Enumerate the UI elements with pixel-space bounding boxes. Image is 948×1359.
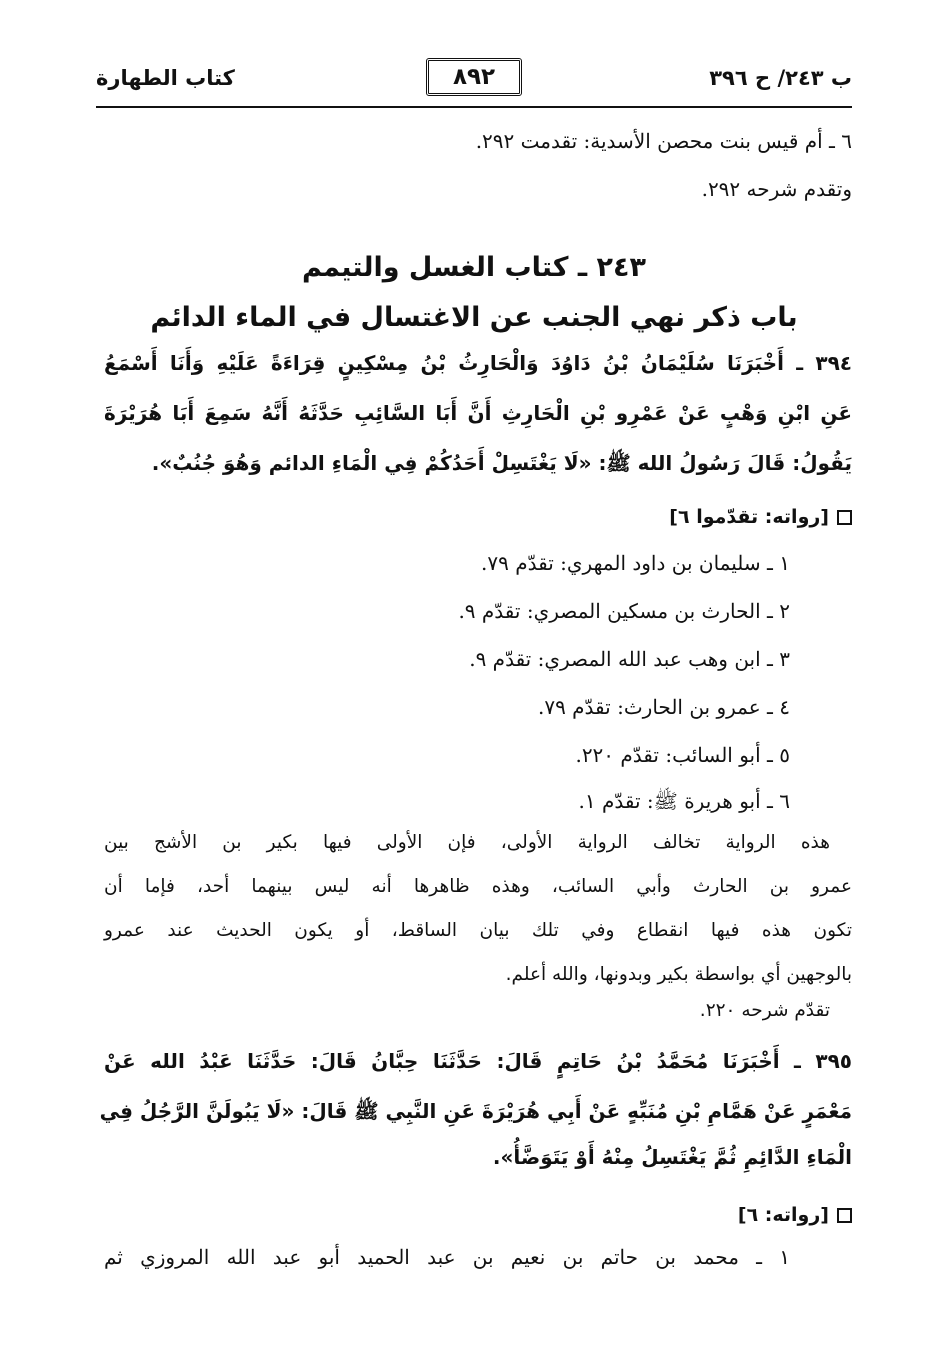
commentary-line: عمرو بن الحارث وأبي السائب، وهذه ظاهرها أنه ليس بينهما أحد، فإما أن: [104, 876, 852, 897]
hadith-line: ٣٩٤ ـ أَخْبَرَنَا سُلَيْمَانُ بْنُ دَاوُدَ وَالْحَارِثُ بْنُ مِسْكِينٍ قِرَاءَةً عَلَيْهِ وَأَنَا أَسْمَعُ: [104, 351, 852, 375]
hadith-line: يَقُولُ: قَالَ رَسُولُ الله ﷺ: «لَا يَغْتَسِلْ أَحَدُكُمْ فِي الْمَاءِ الدائم وَهُوَ جُنُبٌ».: [151, 451, 852, 475]
narrators-heading: [738, 1200, 852, 1230]
hadith-line: الْمَاءِ الدَّائِمِ ثُمَّ يَغْتَسِلُ مِنْهُ أَوْ يَتَوَضَّأُ».: [492, 1145, 852, 1169]
text-line: ٦ ـ أم قيس بنت محصن الأسدية: تقدمت ٢٩٢.: [475, 129, 852, 153]
checkbox-square-icon: [837, 510, 852, 525]
book-name: كتاب الطهارة: [96, 66, 235, 90]
narrator-item: ٦ ـ أبو هريرة ﷺ: تقدّم ١.: [578, 789, 790, 813]
commentary-line: تكون هذه فيها انقطاع وفي تلك بيان الساقط، أو يكون الحديث عند عمرو: [104, 920, 852, 941]
chapter-hadith-ref: ب ٢٤٣/ ح ٣٩٦: [709, 66, 852, 90]
narrators-heading: [669, 502, 852, 532]
narrator-item: ٥ ـ أبو السائب: تقدّم ٢٢٠.: [575, 743, 790, 767]
narrator-item: ٤ ـ عمرو بن الحارث: تقدّم ٧٩.: [537, 695, 790, 719]
narrators-heading-label: [رواته: تقدّموا ٦]: [669, 506, 829, 528]
hadith-line: ٣٩٥ ـ أَخْبَرَنَا مُحَمَّدُ بْنُ حَاتِمٍ قَالَ: حَدَّثَنَا حِبَّانُ قَالَ: حَدَّثَنَا عَبْدُ الله عَنْ: [104, 1049, 852, 1073]
narrator-item: ١ ـ سليمان بن داود المهري: تقدّم ٧٩.: [481, 551, 790, 575]
page-number: ٨٩٢: [426, 58, 522, 96]
commentary-line: هذه الرواية تخالف الرواية الأولى، فإن الأولى فيها بكير بن الأشج بين: [104, 832, 830, 853]
chapter-title: باب ذكر نهي الجنب عن الاغتسال في الماء الدائم: [150, 302, 798, 333]
header-divider: [96, 106, 852, 108]
narrator-item: ٣ ـ ابن وهب عبد الله المصري: تقدّم ٩.: [469, 647, 790, 671]
narrators-heading-label: [رواته: ٦]: [737, 1204, 829, 1226]
narrator-item: ٢ ـ الحارث بن مسكين المصري: تقدّم ٩.: [458, 599, 790, 623]
narrator-item: ١ ـ محمد بن حاتم بن نعيم بن عبد الحميد أبو عبد الله المروزي ثم: [104, 1245, 790, 1269]
hadith-line: عَنِ ابْنِ وَهْبٍ عَنْ عَمْرِو بْنِ الْحَارِثِ أَنَّ أَبَا السَّائِبِ حَدَّثَهُ أَنَّهُ سَمِعَ أَبَا هُرَيْرَةَ: [104, 401, 852, 425]
page-header: [96, 58, 852, 102]
hadith-line: مَعْمَرٍ عَنْ هَمَّامِ بْنِ مُنَبِّهٍ عَنْ أَبِي هُرَيْرَةَ عَنِ النَّبِي ﷺ قَالَ: «لَا يَبُولَنَّ الرَّجُلُ فِي: [99, 1099, 852, 1123]
text-line: وتقدم شرحه ٢٩٢.: [701, 177, 852, 201]
checkbox-square-icon: [837, 1208, 852, 1223]
explanation-reference: تقدّم شرحه ٢٢٠.: [699, 1000, 830, 1021]
commentary-line: بالوجهين أي بواسطة بكير وبدونها، والله أعلم.: [505, 964, 852, 985]
book-title: ٢٤٣ ـ كتاب الغسل والتيمم: [302, 252, 646, 283]
